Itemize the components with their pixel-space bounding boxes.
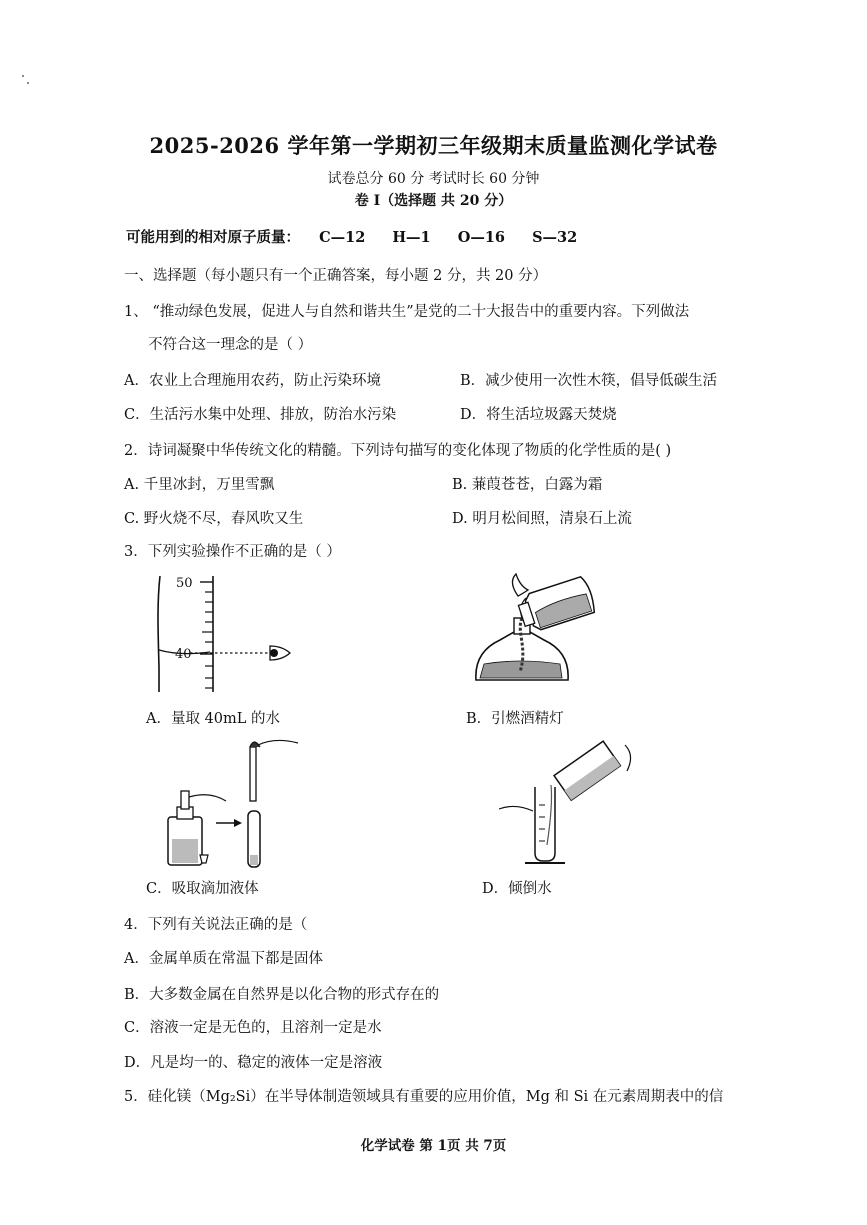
cylinder-mark-50: 50 — [176, 576, 193, 591]
part1-heading: 一、选择题（每小题只有一个正确答案，每小题 2 分，共 20 分） — [124, 268, 548, 284]
q4-option-a: A．金属单质在常温下都是固体 — [124, 951, 323, 967]
q2-stem: 2．诗词凝聚中华传统文化的精髓。下列诗句描写的变化体现了物质的化学性质的是( ) — [124, 443, 672, 459]
q5-stem: 5．硅化镁（Mg₂Si）在半导体制造领域具有重要的应用价值，Mg 和 Si 在元素周期表中的信 — [124, 1089, 724, 1105]
section-heading: 卷 Ⅰ（选择题 共 20 分） — [354, 193, 513, 209]
atomic-mass-line — [126, 226, 599, 247]
q1-stem-line2: 不符合这一理念的是（ ） — [148, 337, 313, 353]
q3-option-c: C．吸取滴加液体 — [146, 881, 259, 897]
page-footer: 化学试卷 第 1页 共 7页 — [360, 1138, 507, 1154]
q4-stem: 4．下列有关说法正确的是（ — [124, 917, 308, 933]
q3-option-a: A．量取 40mL 的水 — [146, 711, 281, 727]
figure-alcohol-lamp — [470, 572, 620, 697]
q4-option-b: B．大多数金属在自然界是以化合物的形式存在的 — [124, 987, 440, 1003]
q3-option-b: B．引燃酒精灯 — [466, 711, 564, 727]
score-time-line: 试卷总分 60 分 考试时长 60 分钟 — [327, 171, 540, 187]
q4-option-d: D．凡是均一的、稳定的液体一定是溶液 — [124, 1055, 383, 1071]
q2-option-d: D. 明月松间照，清泉石上流 — [452, 511, 632, 527]
q2-option-b: B. 蒹葭苍苍，白露为霜 — [452, 477, 603, 493]
figure-measuring-cylinder — [150, 572, 300, 697]
atomic-mass-label: 可能用到的相对原子质量： — [126, 229, 300, 246]
q2-option-c: C. 野火烧不尽，春风吹又生 — [124, 511, 304, 527]
q2-option-a: A. 千里冰封，万里雪飘 — [124, 477, 275, 493]
figure-dropper — [160, 735, 310, 870]
q1-option-d: D．将生活垃圾露天焚烧 — [460, 407, 617, 423]
q1-option-a: A．农业上合理施用农药，防止污染环境 — [124, 373, 381, 389]
cylinder-mark-40: 40 — [175, 647, 192, 662]
q3-option-d: D．倾倒水 — [482, 881, 552, 897]
page-title: 2025-2026 学年第一学期初三年级期末质量监测化学试卷 — [149, 133, 718, 158]
q1-stem-line1: 1、 “推动绿色发展，促进人与自然和谐共生”是党的二十大报告中的重要内容。下列做法 — [124, 304, 690, 320]
scan-speck — [22, 75, 24, 77]
q1-option-c: C．生活污水集中处理、排放，防治水污染 — [124, 407, 397, 423]
atomic-mass-o: O—16 — [457, 229, 506, 246]
atomic-mass-s: S—32 — [532, 229, 578, 246]
q1-option-b: B．减少使用一次性木筷，倡导低碳生活 — [460, 373, 718, 389]
q4-option-c: C．溶液一定是无色的，且溶剂一定是水 — [124, 1020, 382, 1036]
scan-speck — [27, 82, 29, 84]
atomic-mass-c: C—12 — [319, 229, 366, 246]
atomic-mass-h: H—1 — [392, 229, 431, 246]
q3-stem: 3．下列实验操作不正确的是（ ） — [124, 544, 341, 560]
figure-pouring-water — [495, 735, 645, 870]
